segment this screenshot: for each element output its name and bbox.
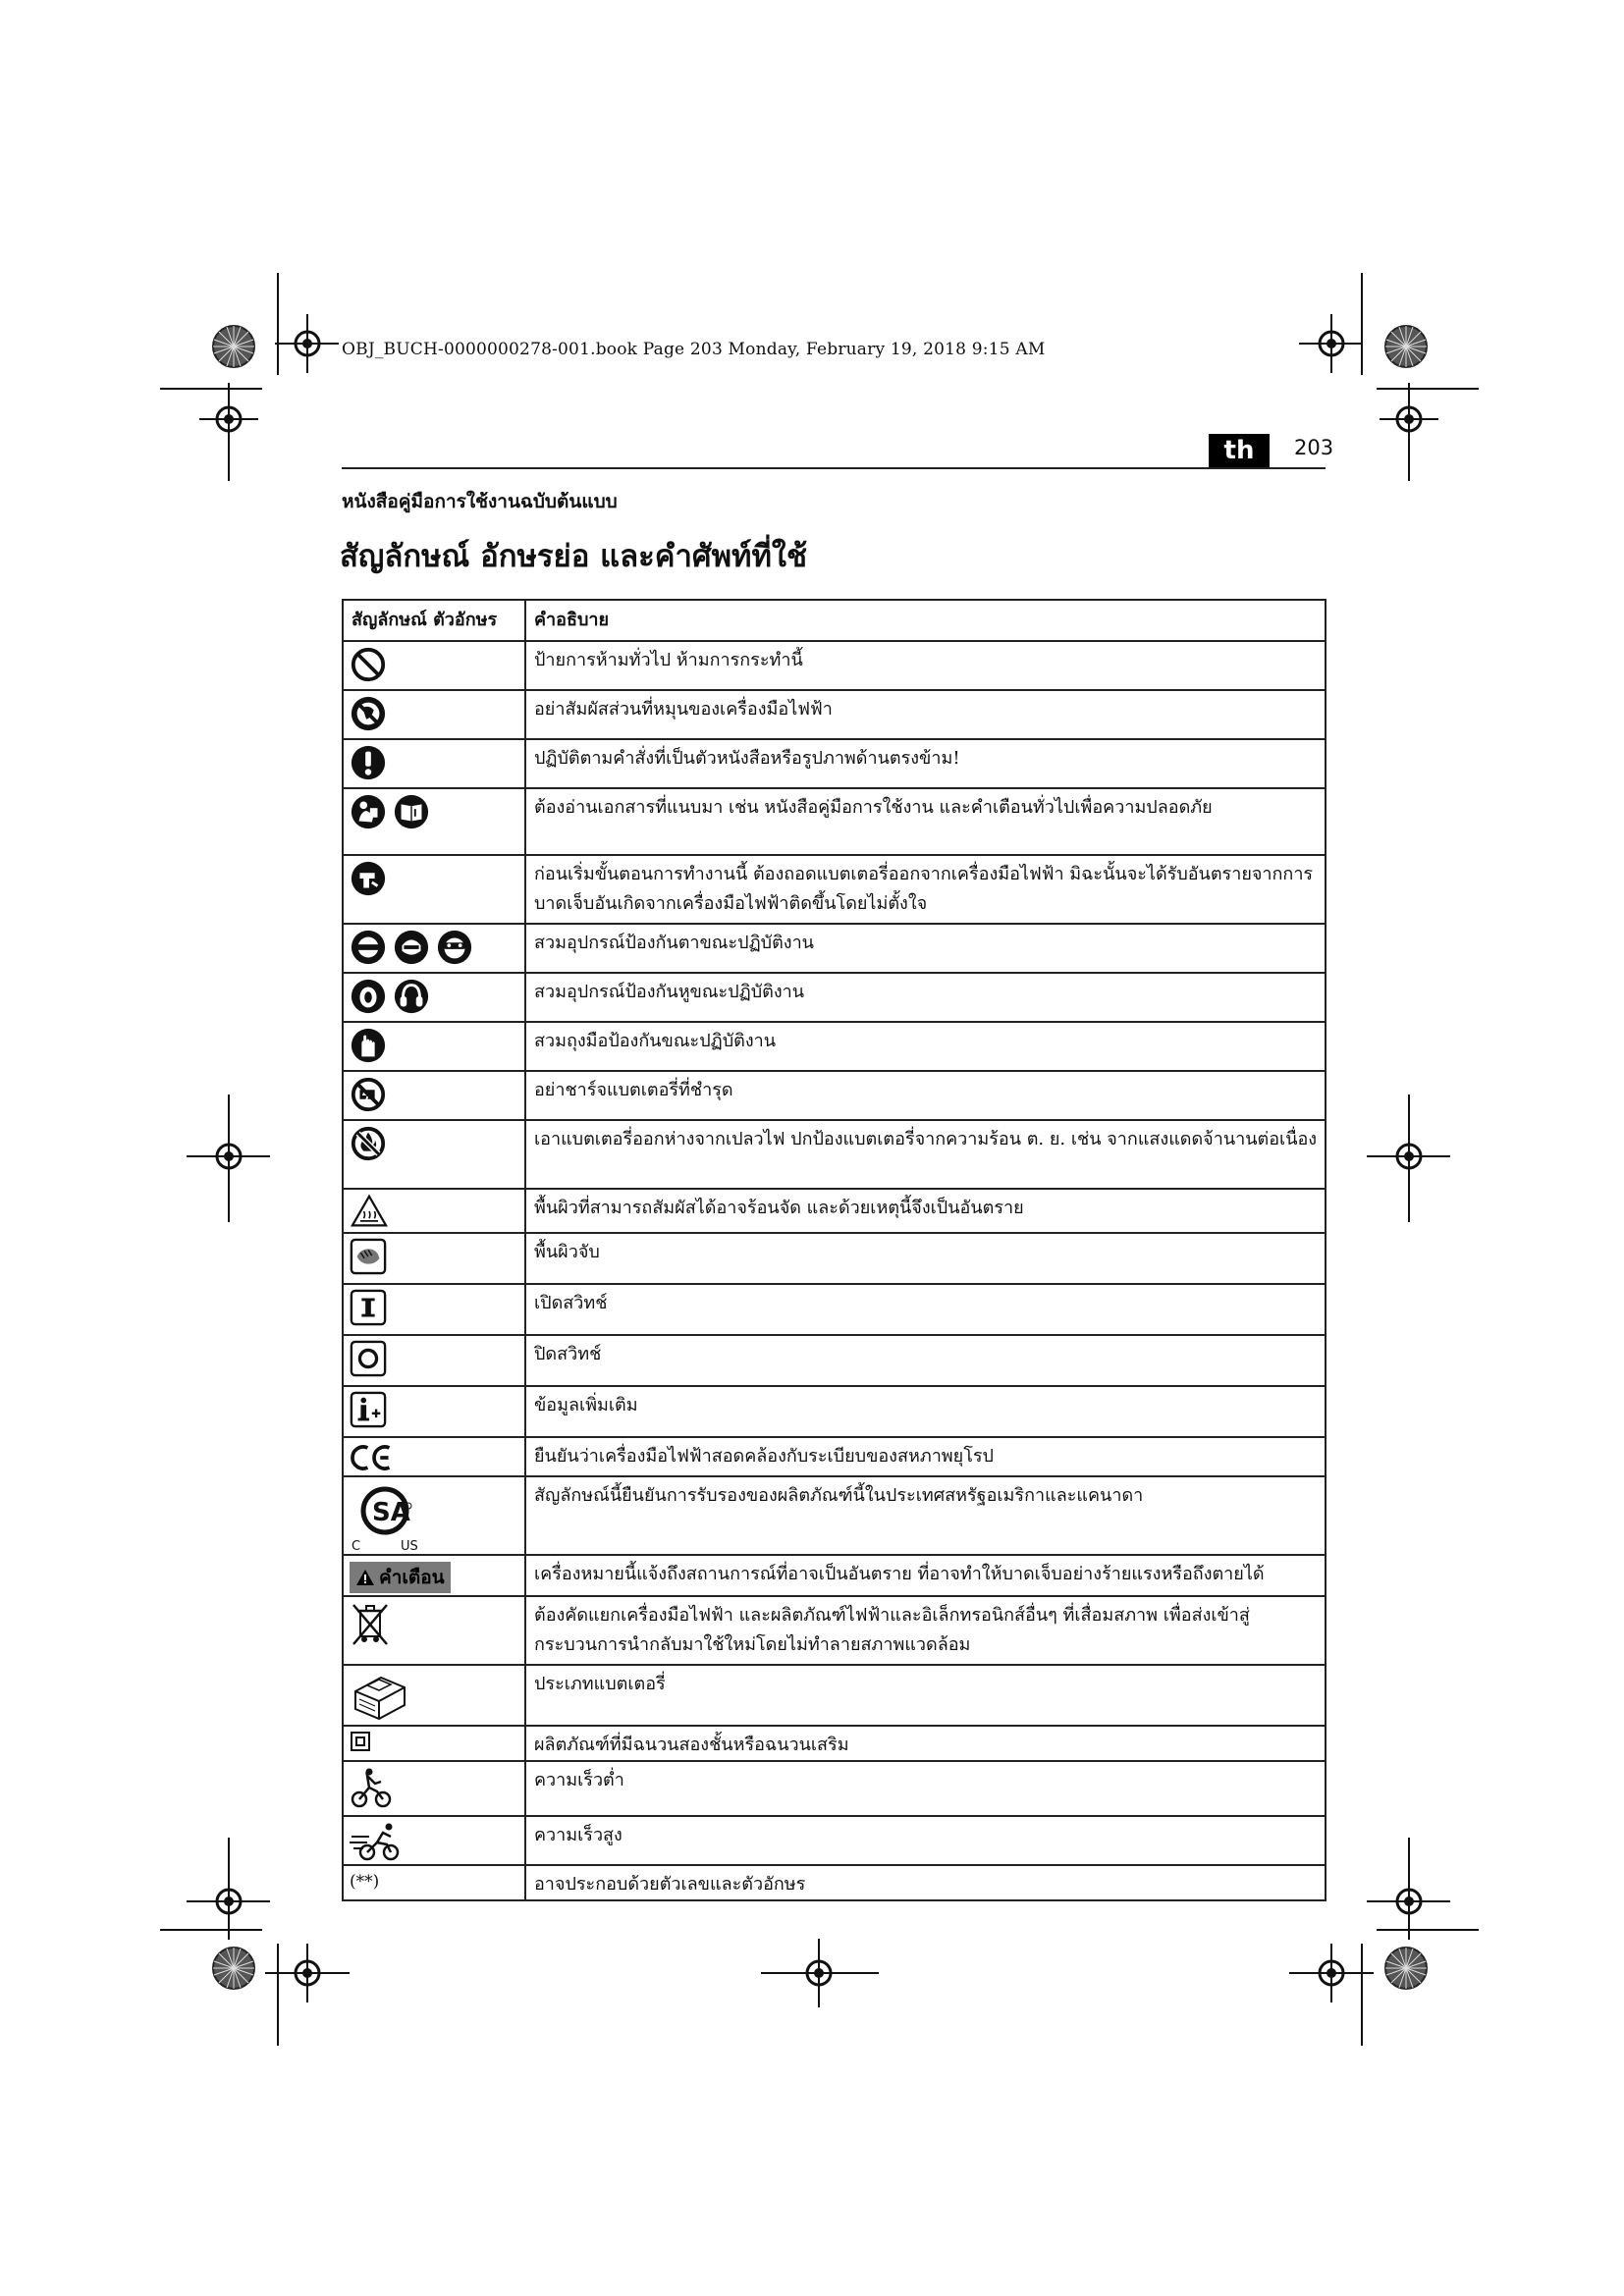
header-rule (342, 467, 1326, 469)
header-description: คำอธิบาย (525, 600, 1326, 641)
header-symbol: สัญลักษณ์ ตัวอักษร (343, 600, 525, 641)
row-description: ปิดสวิทช์ (525, 1335, 1326, 1386)
table-row (343, 690, 1326, 739)
row-description: สวมอุปกรณ์ป้องกันหูขณะปฏิบัติงาน (525, 973, 1326, 1022)
no-charge-damaged-battery-icon (350, 1076, 387, 1113)
table-row (343, 788, 1326, 855)
face-shield-icon (393, 929, 430, 966)
row-description: ยืนยันว่าเครื่องมือไฟฟ้าสอดคล้องกับระเบียบของสหภาพยุโรป (525, 1437, 1326, 1476)
table-row (343, 1335, 1326, 1386)
row-description: เอาแบตเตอรี่ออกห่างจากเปลวไฟ ปกป้องแบตเตอรี่จากความร้อน ต. ย. เช่น จากแสงแดดจ้านานต่อเนื่อง (525, 1120, 1326, 1189)
high-speed-icon (350, 1821, 405, 1864)
ear-protection-icon (350, 978, 387, 1015)
table-row (343, 1665, 1326, 1726)
svg-text:C: C (352, 1539, 361, 1552)
mandatory-action-icon (350, 744, 387, 781)
table-header-row (343, 600, 1326, 641)
grip-surface-icon (350, 1238, 387, 1275)
symbols-table (342, 599, 1326, 1901)
row-description: ป้ายการห้ามทั่วไป ห้ามการกระทำนี้ (525, 641, 1326, 690)
row-description: ผลิตภัณฑ์ที่มีฉนวนสองชั้นหรือฉนวนเสริม (525, 1726, 1326, 1761)
warning-label (350, 1562, 451, 1593)
eye-protection-icon (350, 929, 387, 966)
row-description: พื้นผิวจับ (525, 1233, 1326, 1284)
table-row (343, 1284, 1326, 1335)
table-row (343, 1189, 1326, 1233)
table-row (343, 1865, 1326, 1900)
manual-subtitle: หนังสือคู่มือการใช้งานฉบับต้นแบบ (342, 491, 618, 512)
table-row (343, 855, 1326, 924)
table-row (343, 1233, 1326, 1284)
row-description: เปิดสวิทช์ (525, 1284, 1326, 1335)
row-description: ความเร็วสูง (525, 1816, 1326, 1865)
section-title: สัญลักษณ์ อักษรย่อ และคำศัพท์ที่ใช้ (340, 539, 808, 574)
additional-info-icon (350, 1391, 387, 1428)
table-row (343, 924, 1326, 973)
row-description: อย่าสัมผัสส่วนที่หมุนของเครื่องมือไฟฟ้า (525, 690, 1326, 739)
goggles-icon (436, 929, 473, 966)
battery-pack-icon (350, 1670, 410, 1725)
read-instructions-icon (350, 793, 387, 830)
page-number: 203 (1294, 436, 1334, 459)
table-row (343, 1437, 1326, 1476)
row-description: เครื่องหมายนี้แจ้งถึงสถานการณ์ที่อาจเป็นอันตราย ที่อาจทำให้บาดเจ็บอย่างร้ายแรงหรือถึงตายได้ (525, 1555, 1326, 1596)
table-row (343, 1022, 1326, 1071)
warning-label-text: คำเตือน (379, 1567, 445, 1588)
gloves-icon (350, 1027, 387, 1064)
row-description: สวมอุปกรณ์ป้องกันตาขณะปฏิบัติงาน (525, 924, 1326, 973)
row-description: ประเภทแบตเตอรี่ (525, 1665, 1326, 1726)
row-description: ข้อมูลเพิ่มเติม (525, 1386, 1326, 1437)
table-row (343, 1476, 1326, 1555)
row-description: อย่าชาร์จแบตเตอรี่ที่ชำรุด (525, 1071, 1326, 1120)
low-speed-icon (350, 1766, 395, 1811)
keep-battery-from-fire-icon (350, 1125, 387, 1162)
ear-muffs-icon (393, 978, 430, 1015)
table-row (343, 1071, 1326, 1120)
svg-text:SA: SA (372, 1498, 410, 1527)
code-placeholder-text: (**) (350, 1872, 380, 1892)
no-touch-rotating-parts-icon (350, 695, 387, 732)
table-row (343, 739, 1326, 788)
row-description: พื้นผิวที่สามารถสัมผัสได้อาจร้อนจัด และด้วยเหตุนี้จึงเป็นอันตราย (525, 1189, 1326, 1233)
table-row (343, 1555, 1326, 1596)
language-badge: th (1209, 434, 1270, 467)
weee-bin-icon (350, 1601, 391, 1646)
warning-triangle-icon (355, 1569, 375, 1586)
table-row (343, 1596, 1326, 1665)
hot-surface-icon (350, 1194, 389, 1229)
row-description: ต้องอ่านเอกสารที่แนบมา เช่น หนังสือคู่มือการใช้งาน และคำเตือนทั่วไปเพื่อความปลอดภัย (525, 788, 1326, 855)
row-description: อาจประกอบด้วยตัวเลขและตัวอักษร (525, 1865, 1326, 1900)
prohibition-icon (350, 646, 387, 683)
file-info: OBJ_BUCH-0000000278-001.book Page 203 Monday, February 19, 2018 9:15 AM (342, 340, 1046, 359)
ce-mark-icon (350, 1442, 395, 1473)
table-row (343, 973, 1326, 1022)
table-row (343, 1120, 1326, 1189)
switch-on-icon (350, 1289, 387, 1326)
row-description: สัญลักษณ์นี้ยืนยันการรับรองของผลิตภัณฑ์นี้ในประเทศสหรัฐอเมริกาและแคนาดา (525, 1476, 1326, 1555)
row-description: ปฏิบัติตามคำสั่งที่เป็นตัวหนังสือหรือรูปภาพด้านตรงข้าม! (525, 739, 1326, 788)
csa-mark-icon (350, 1481, 428, 1552)
table-row (343, 1386, 1326, 1437)
table-row (343, 641, 1326, 690)
row-description: ความเร็วต่ำ (525, 1761, 1326, 1816)
row-description: สวมถุงมือป้องกันขณะปฏิบัติงาน (525, 1022, 1326, 1071)
switch-off-icon (350, 1340, 387, 1377)
table-row (343, 1816, 1326, 1865)
double-insulation-icon (350, 1731, 371, 1752)
manual-book-icon (393, 793, 430, 830)
svg-text:US: US (401, 1539, 418, 1552)
row-description: ต้องคัดแยกเครื่องมือไฟฟ้า และผลิตภัณฑ์ไฟฟ้าและอิเล็กทรอนิกส์อื่นๆ ที่เสื่อมสภาพ เพื่อส่งเข้าสู่กระบวนการนำกลับมาใช้ใหม่โดยไม่ทำลายสภาพแวดล้อม (525, 1596, 1326, 1665)
remove-battery-icon (350, 860, 387, 897)
row-description: ก่อนเริ่มขั้นตอนการทำงานนี้ ต้องถอดแบตเตอรี่ออกจากเครื่องมือไฟฟ้า มิฉะนั้นจะได้รับอันตรายจากการบาดเจ็บอันเกิดจากเครื่องมือไฟฟ้าติดขึ้นโดยไม่ตั้งใจ (525, 855, 1326, 924)
table-row (343, 1726, 1326, 1761)
table-row (343, 1761, 1326, 1816)
